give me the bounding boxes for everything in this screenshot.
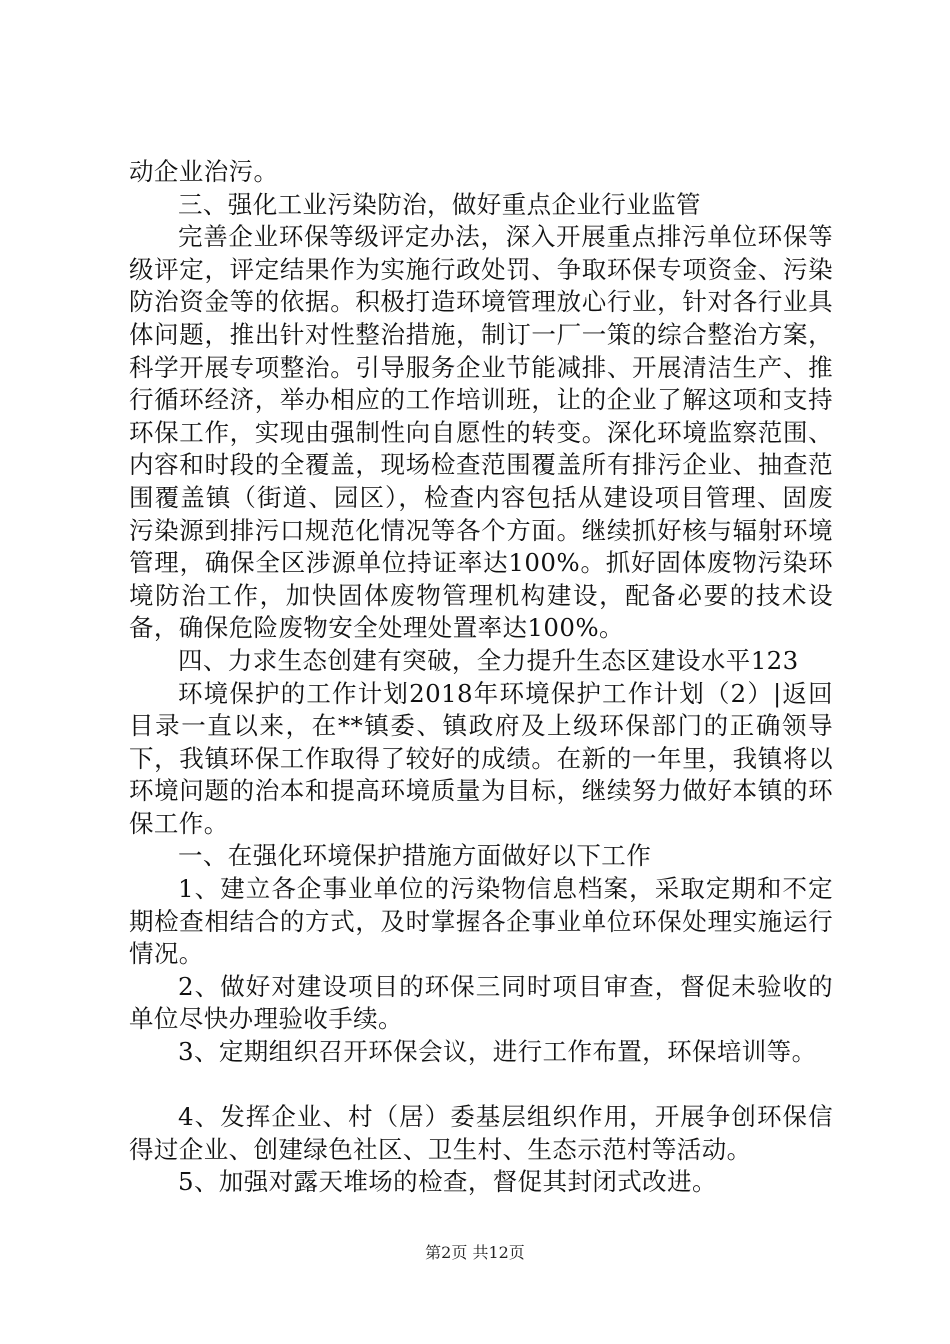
paragraph-5: 环境保护的工作计划2018年环境保护工作计划（2）|返回目录一直以来，在**镇委、镇政府及上级环保部门的正确领导下，我镇环保工作取得了较好的成绩。在新的一年里，我镇将以环境问题的治本和提高环境质量为目标，继续努力做好本镇的环保工作。 [129,678,833,838]
list-item-3: 3、定期组织召开环保会议，进行工作布置，环保培训等。 [178,1037,817,1067]
list-item-4: 4、发挥企业、村（居）委基层组织作用，开展争创环保信得过企业、创建绿色社区、卫生村、生态示范村等活动。 [129,1102,833,1164]
page-number: 第2页 共12页 [425,1243,525,1262]
paragraph-3: 完善企业环保等级评定办法，深入开展重点排污单位环保等级评定，评定结果作为实施行政处罚、争取环保专项资金、污染防治资金等的依据。积极打造环境管理放心行业，针对各行业具体问题，推出针对性整治措施，制订一厂一策的综合整治方案，科学开展专项整治。引导服务企业节能减排、开展清洁生产、推行循环经济，举办相应的工作培训班，让的企业了解这项和支持环保工作，实现由强制性向自愿性的转变。深化环境监察范围、内容和时段的全覆盖，现场检查范围覆盖所有排污企业、抽查范围覆盖镇（街道、园区），检查内容包括从建设项目管理、固废污染源到排污口规范化情况等各个方面。继续抓好核与辐射环境管理，确保全区涉源单位持证率达100%。抓好固体废物污染环境防治工作，加快固体废物管理机构建设，配备必要的技术设备，确保危险废物安全处理处置率达100%。 [129,222,833,643]
section-heading-3: 三、强化工业污染防治，做好重点企业行业监管 [178,189,701,219]
paragraph-1: 动企业治污。 [129,157,279,186]
list-item-1: 1、建立各企事业单位的污染物信息档案，采取定期和不定期检查相结合的方式，及时掌握各企事业单位环保处理实施运行情况。 [129,874,833,969]
section-heading-1: 一、在强化环境保护措施方面做好以下工作 [178,841,652,871]
list-item-2: 2、做好对建设项目的环保三同时项目审查，督促未验收的单位尽快办理验收手续。 [129,971,833,1034]
section-heading-4: 四、力求生态创建有突破，全力提升生态区建设水平123 [178,645,799,675]
document-body [129,156,833,1199]
list-item-5: 5、加强对露天堆场的检查，督促其封闭式改进。 [178,1167,717,1197]
